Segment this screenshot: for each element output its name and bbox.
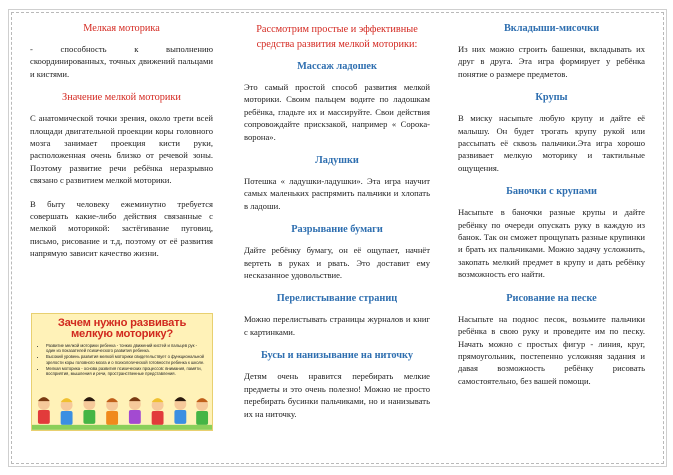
child-figure [174,397,186,424]
definition-text: - способность к выполнению скоординированных, точных движений пальцами и кистями. [30,44,213,79]
child-figure [83,397,95,424]
child-figure [129,397,141,424]
heading-palm-massage: Массаж ладошек [297,61,377,72]
column-left [30,22,213,271]
heading-fine-motor: Мелкая моторика [83,23,160,34]
heading-grains: Крупы [535,92,568,104]
heading-beads: Бусы и нанизывание на ниточку [261,350,413,362]
grain-jars-text: Насыпьте в баночки разные крупы и дайте ребёнку по очереди опускать руку в каждую из банок. Так он сможет прощупать разные крупинки и брать их пальчиками. Можно задачу усложнить, закопать мелкий предмет в крупу и дать ребёнку возможность его найти. [458,207,645,280]
info-poster [31,313,213,431]
poster-bullet: • Высокий уровень развития мелкой моторики свидетельствует о функциональной зрелости коры головного мозга и о психологической готовности ребенка к школе. [46,354,206,364]
column-middle [244,22,430,431]
beads-text: Детям очень нравится перебирать мелкие предметы и это очень полезно! Можно не просто перебирать бусинки пальчиками, но и нанизывать их на ниточку. [244,371,430,419]
poster-bullets [32,343,212,376]
heading-nesting-bowls: Вкладыши-мисочки [503,23,600,34]
child-figure [106,398,118,425]
page-turning-text: Можно перелистывать страницы журналов и книг с картинками. [244,314,430,337]
poster-bullet: • Мелкая моторика - основа развития психических процессов: внимания, памяти, восприятия, мышления и речи, пространственные представления. [46,366,206,376]
ladushki-text: Потешка « ладушки-ладушки». Эта игра научит самых маленьких распрямить пальчики и хлопать в ладоши. [244,176,430,211]
intro-heading: Рассмотрим простые и эффективные средства развития мелкой моторики: [256,24,418,50]
heading-importance: Значение мелкой моторики [62,92,181,104]
nesting-bowls-text: Из них можно строить башенки, вкладывать их друг в друга. Эта игра формирует у ребёнка понятие о размере предметов. [458,44,645,79]
anatomy-text: С анатомической точки зрения, около трети всей площади двигательной проекции коры головного мозга занимает проекция кисти руки, расположенная очень близко от речевой зоны. Поэтому развитие речи ребёнка неразрывно связано с развитием мелкой моторики. [30,113,213,186]
child-figure [152,398,164,425]
column-right [458,22,645,398]
child-figure [196,398,208,425]
heading-grain-jars: Баночки с крупами [506,186,597,198]
child-figure [61,398,73,425]
daily-life-text: В быту человеку ежеминутно требуется совершать какие-либо действия связанные с мелкой моторикой: застёгивание пуговиц, письмо, рисование и т.д, поэтому от её развития напрямую зависит качество жизни. [30,198,213,259]
sand-drawing-text: Насыпьте на поднос песок, возьмите пальчики ребёнка в свою руку и проведите им по песку. Начать можно с простых фигур - линия, круг, прямоугольник, постепенно усложняя задания и давая возможность ребёнку рисовать самостоятельно, без вашей помощи. [458,313,645,386]
poster-title: Зачем нужно развивать мелкую моторику? [57,317,187,340]
heading-page-turning: Перелистывание страниц [276,293,398,305]
children-illustration [32,394,212,430]
paper-tearing-text: Дайте ребёнку бумагу, он её ощупает, начнёт вертеть в руках и рвать. Это доставит ему несказанное удовольствие. [244,245,430,281]
child-figure [38,397,50,424]
poster-bullet: • Развитие мелкой моторики ребенка - тонких движений кистей и пальцев рук - один из показателей психического развития ребенка. [46,343,206,353]
heading-sand-drawing: Рисование на песке [506,292,597,304]
heading-paper-tearing: Разрывание бумаги [291,224,383,236]
palm-massage-text: Это самый простой способ развития мелкой моторики. Своим пальцем водите по ладошкам ребёнка, гладьте их и массируйте. Свои действия сопровождайте прискзакой, например « Сорока-ворона». [244,82,430,142]
grains-text: В миску насыпьте любую крупу и дайте её малышу. Он будет трогать крупу рукой или рассыпать её сквозь пальчики.Эта игра хорошо развивает мелкую моторику и тактильные ощущения. [458,113,645,173]
heading-ladushki: Ладушки [315,155,359,167]
